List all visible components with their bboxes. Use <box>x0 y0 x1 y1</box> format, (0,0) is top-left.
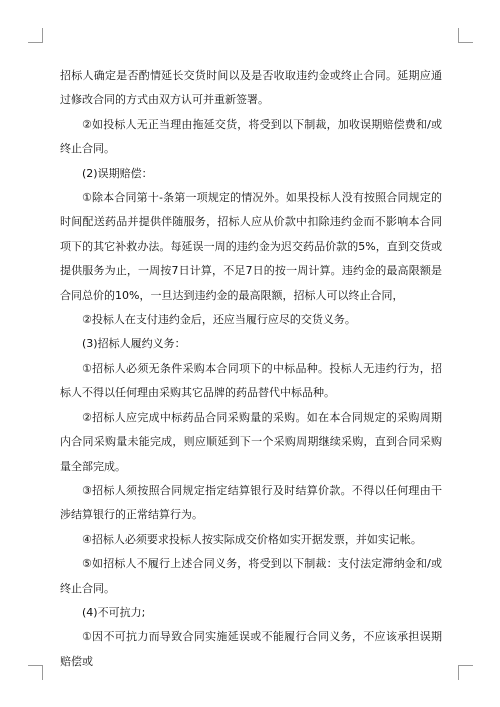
section-heading-force-majeure: (4)不可抗力; <box>82 605 146 619</box>
paragraph-obligation-1: ①招标人必须无条件采购本合同项下的中标品种。投标人无违约行为，招标人不得以任何理由采购其它品牌的药品替代中标品种。 <box>60 361 442 400</box>
paragraph-obligation-3: ③招标人须按照合同规定指定结算银行及时结算价款。不得以任何理由干涉结算银行的正常结算行为。 <box>60 483 442 522</box>
crop-mark-top-left <box>28 28 43 43</box>
paragraph-obligation-2: ②招标人应完成中标药品合同采购量的采购。如在本合同规定的采购周期内合同采购量未能完成，则应顺延到下一个采购周期继续采购，直到合同采购量全部完成。 <box>60 410 442 473</box>
paragraph-continuation: 招标人确定是否酌情延长交货时间以及是否收取违约金或终止合同。延期应通过修改合同的方式由双方认可并重新签署。 <box>60 69 442 107</box>
section-heading-tenderer-obligations: (3)招标人履约义务： <box>82 337 186 351</box>
paragraph-force-majeure-1: ①因不可抗力而导致合同实施延误或不能履行合同义务，不应该承担误期赔偿或 <box>60 630 442 668</box>
paragraph-liquidated-damages: ①除本合同第十-条第一项规定的情况外。如果投标人没有按照合同规定的时间配送药品并提供伴随服务，招标人应从价款中扣除违约金而不影响本合同项下的其它补救办法。每延误一周的违约金为迟交药品价款的5%，直到交货或提供服务为止，一周按7日计算，不足7日的按一周计算。违约金的最高限额是合同总价的10%，一旦达到违约金的最高限额，招标人可以终止合同， <box>60 191 442 302</box>
document-body <box>60 64 442 674</box>
section-heading-delay-compensation: (2)误期赔偿： <box>82 166 153 180</box>
crop-mark-top-right <box>458 28 473 43</box>
paragraph-obligation-5: ⑤如招标人不履行上述合同义务，将受到以下制裁：支付法定滞纳金和/或终止合同。 <box>60 557 442 595</box>
paragraph-late-delivery-penalty: ②如投标人无正当理由拖延交货，将受到以下制裁，加收误期赔偿费和/或终止合同。 <box>60 117 442 156</box>
paragraph-delivery-obligation: ②投标人在支付违约金后，还应当履行应尽的交货义务。 <box>82 313 356 327</box>
paragraph-obligation-4: ④招标人必须要求投标人按实际成交价格如实开据发票，并如实记帐。 <box>82 532 422 546</box>
crop-mark-bottom-left <box>28 665 43 680</box>
crop-mark-bottom-right <box>458 665 473 680</box>
